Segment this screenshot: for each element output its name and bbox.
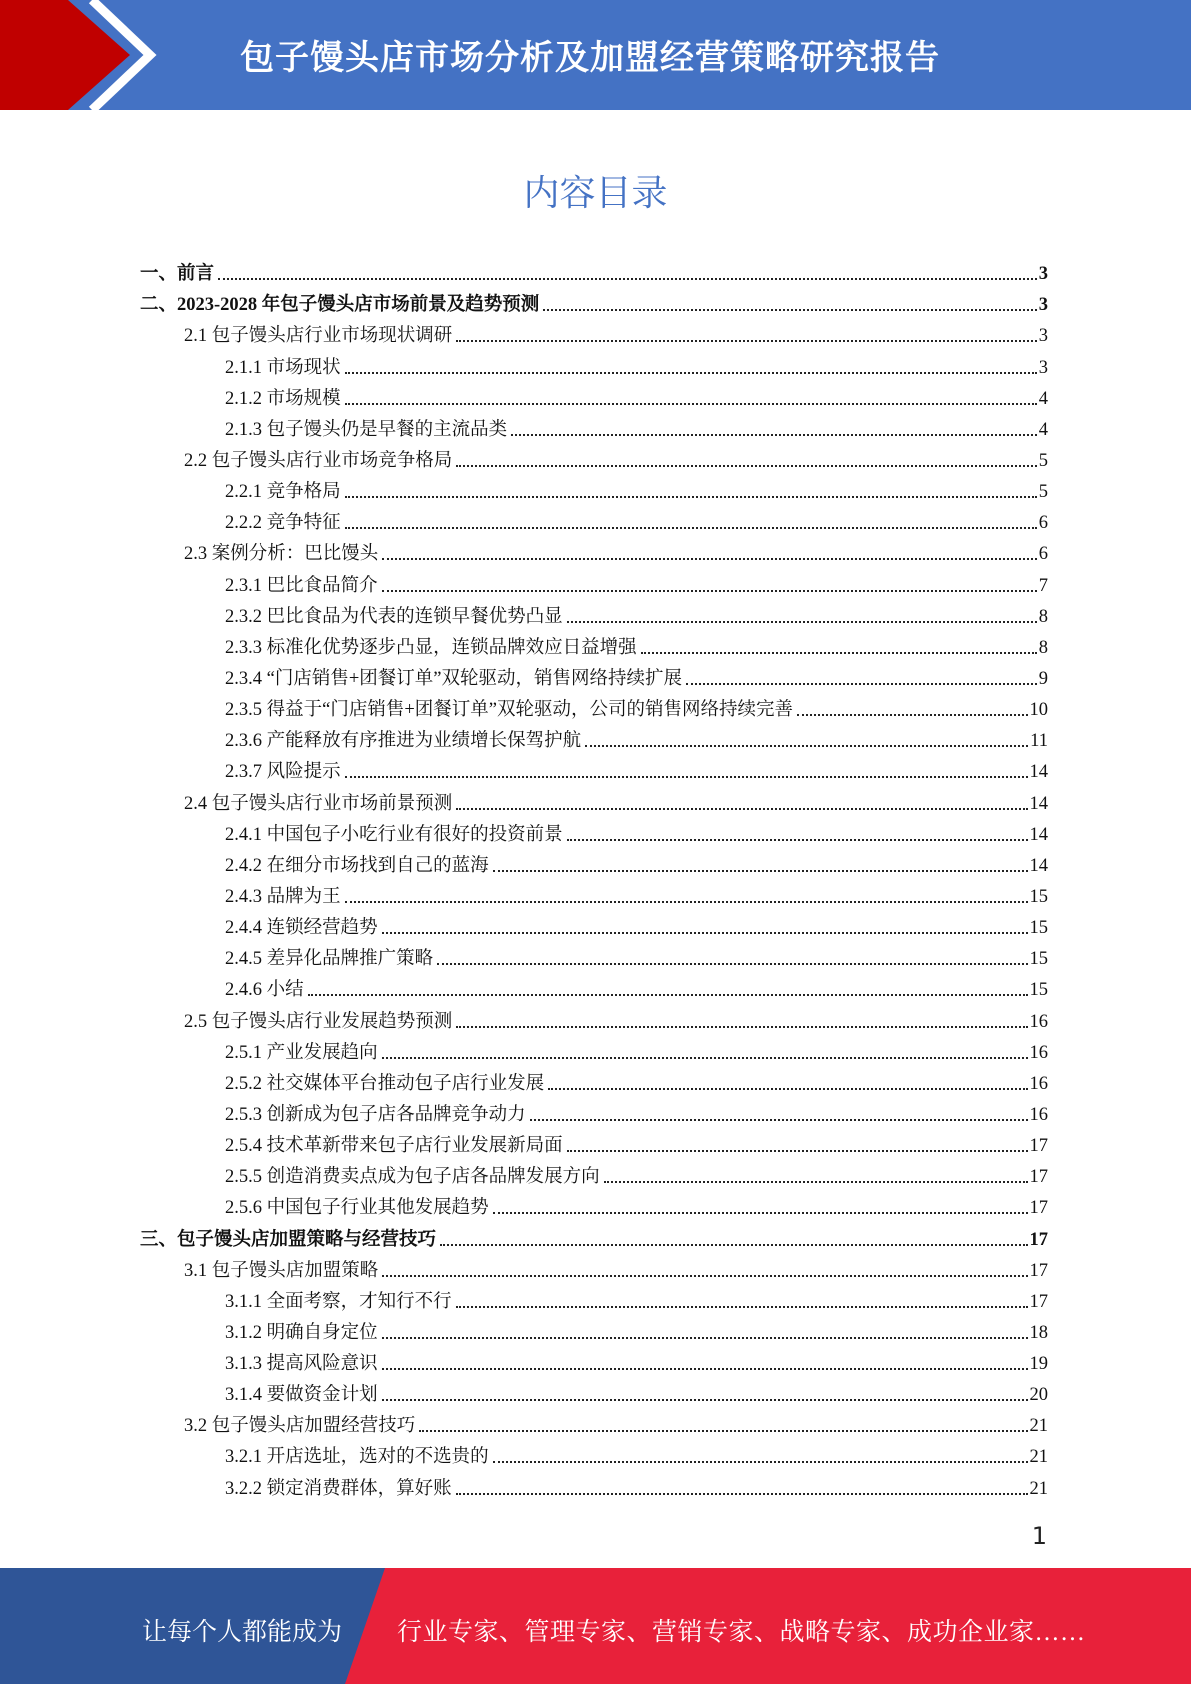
toc-entry-title: 2.4.1 中国包子小吃行业有很好的投资前景 xyxy=(225,824,563,845)
toc-entry[interactable] xyxy=(140,1126,1048,1157)
toc-entry-page: 14 xyxy=(1029,793,1048,814)
toc-entry-title: 2.5.2 社交媒体平台推动包子店行业发展 xyxy=(225,1073,545,1094)
toc-entry-page: 15 xyxy=(1029,886,1048,907)
toc-entry-title: 2.5.1 产业发展趋向 xyxy=(225,1042,378,1063)
toc-dot-leader xyxy=(585,745,1028,747)
toc-dot-leader xyxy=(456,1026,1027,1028)
toc-entry-page: 6 xyxy=(1038,544,1048,565)
toc-entry[interactable] xyxy=(140,1313,1048,1344)
toc-dot-leader xyxy=(345,496,1037,498)
toc-dot-leader xyxy=(567,839,1028,841)
toc-entry[interactable] xyxy=(140,970,1048,1001)
toc-entry[interactable] xyxy=(140,1344,1048,1375)
toc-entry[interactable] xyxy=(140,379,1048,410)
toc-entry-page: 15 xyxy=(1029,918,1048,939)
toc-entry-page: 16 xyxy=(1029,1073,1048,1094)
toc-entry[interactable] xyxy=(140,877,1048,908)
toc-dot-leader xyxy=(345,403,1037,405)
toc-dot-leader xyxy=(382,1399,1028,1401)
toc-entry-page: 9 xyxy=(1038,668,1048,689)
toc-entry-title: 3.1 包子馒头店加盟策略 xyxy=(184,1260,379,1281)
toc-entry-page: 17 xyxy=(1029,1291,1048,1312)
toc-entry-page: 14 xyxy=(1029,824,1048,845)
toc-dot-leader xyxy=(530,1119,1028,1121)
toc-entry-page: 17 xyxy=(1029,1136,1048,1157)
toc-entry-title: 2.5.5 创造消费卖点成为包子店各品牌发展方向 xyxy=(225,1167,600,1188)
toc-dot-leader xyxy=(382,1057,1028,1059)
toc-entry-title: 3.2 包子馒头店加盟经营技巧 xyxy=(184,1416,416,1437)
toc-dot-leader xyxy=(382,558,1036,560)
toc-entry-title: 2.1.2 市场规模 xyxy=(225,388,341,409)
toc-entry-title: 2.5.4 技术革新带来包子店行业发展新局面 xyxy=(225,1136,563,1157)
toc-entry[interactable] xyxy=(140,1001,1048,1032)
toc-entry-page: 21 xyxy=(1029,1416,1048,1437)
toc-entry-title: 3.2.1 开店选址，选对的不选贵的 xyxy=(225,1447,489,1468)
toc-entry-page: 21 xyxy=(1029,1447,1048,1468)
toc-entry-title: 3.2.2 锁定消费群体，算好账 xyxy=(225,1478,452,1499)
toc-entry[interactable] xyxy=(140,846,1048,877)
toc-entry[interactable] xyxy=(140,285,1048,316)
report-title: 包子馒头店市场分析及加盟经营策略研究报告 xyxy=(240,38,940,78)
toc-entry[interactable] xyxy=(140,939,1048,970)
toc-entry-title: 2.3.4 “门店销售+团餐订单”双轮驱动，销售网络持续扩展 xyxy=(225,668,682,689)
toc-entry[interactable] xyxy=(140,1406,1048,1437)
toc-entry-page: 3 xyxy=(1038,295,1048,316)
toc-entry[interactable] xyxy=(140,503,1048,534)
toc-dot-leader xyxy=(493,1461,1028,1463)
toc-dot-leader xyxy=(456,340,1036,342)
toc-entry[interactable] xyxy=(140,472,1048,503)
toc-entry-page: 11 xyxy=(1030,731,1048,752)
page-number: 1 xyxy=(1031,1522,1047,1550)
toc-entry-title: 2.1.1 市场现状 xyxy=(225,357,341,378)
toc-entry[interactable] xyxy=(140,815,1048,846)
page-footer xyxy=(0,1568,1191,1684)
toc-entry-page: 17 xyxy=(1029,1229,1048,1250)
toc-dot-leader xyxy=(345,372,1037,374)
toc-entry-page: 3 xyxy=(1038,357,1048,378)
toc-entry-page: 15 xyxy=(1029,949,1048,970)
toc-dot-leader xyxy=(493,1212,1028,1214)
toc-dot-leader xyxy=(419,1430,1027,1432)
toc-entry-page: 17 xyxy=(1029,1167,1048,1188)
toc-dot-leader xyxy=(493,870,1028,872)
toc-dot-leader xyxy=(345,901,1028,903)
toc-entry-page: 4 xyxy=(1038,419,1048,440)
toc-entry-title: 2.3.3 标准化优势逐步凸显，连锁品牌效应日益增强 xyxy=(225,637,637,658)
toc-dot-leader xyxy=(382,1368,1028,1370)
footer-slogan-left: 让每个人都能成为 xyxy=(142,1619,343,1646)
toc-entry[interactable] xyxy=(140,534,1048,565)
toc-entry[interactable] xyxy=(140,1157,1048,1188)
toc-entry-page: 21 xyxy=(1029,1478,1048,1499)
toc-dot-leader xyxy=(345,776,1028,778)
toc-dot-leader xyxy=(567,1150,1028,1152)
toc-entry-page: 5 xyxy=(1038,482,1048,503)
toc-entry[interactable] xyxy=(140,1033,1048,1064)
toc-entry[interactable] xyxy=(140,752,1048,783)
toc-entry-page: 8 xyxy=(1038,637,1048,658)
toc-entry-page: 3 xyxy=(1038,264,1048,285)
toc-entry[interactable] xyxy=(140,441,1048,472)
toc-entry-title: 一、前言 xyxy=(140,264,215,285)
toc-entry-page: 20 xyxy=(1029,1385,1048,1406)
toc-entry[interactable] xyxy=(140,347,1048,378)
toc-dot-leader xyxy=(382,1337,1028,1339)
toc-entry[interactable] xyxy=(140,316,1048,347)
toc-entry-page: 4 xyxy=(1038,388,1048,409)
toc-entry-title: 2.3.6 产能释放有序推进为业绩增长保驾护航 xyxy=(225,731,582,752)
toc-entry-title: 2.2 包子馒头店行业市场竞争格局 xyxy=(184,450,453,471)
toc-entry[interactable] xyxy=(140,410,1048,441)
toc-entry[interactable] xyxy=(140,1188,1048,1219)
toc-entry-page: 5 xyxy=(1038,450,1048,471)
toc-entry-title: 二、2023-2028 年包子馒头店市场前景及趋势预测 xyxy=(140,295,540,316)
toc-entry-title: 3.1.3 提高风险意识 xyxy=(225,1354,378,1375)
toc-entry-page: 16 xyxy=(1029,1042,1048,1063)
toc-entry-page: 19 xyxy=(1029,1354,1048,1375)
footer-slogan-right: 行业专家、管理专家、营销专家、战略专家、成功企业家…… xyxy=(397,1619,1086,1646)
toc-entry-title: 2.5.6 中国包子行业其他发展趋势 xyxy=(225,1198,489,1219)
toc-entry[interactable] xyxy=(140,1219,1048,1250)
toc-dot-leader xyxy=(218,278,1037,280)
toc-entry[interactable] xyxy=(140,783,1048,814)
toc-entry-title: 2.2.1 竞争格局 xyxy=(225,482,341,503)
toc-entry-page: 16 xyxy=(1029,1011,1048,1032)
toc-entry-page: 8 xyxy=(1038,606,1048,627)
toc-heading: 内容目录 xyxy=(523,173,668,214)
toc-entry-page: 10 xyxy=(1029,700,1048,721)
toc-entry-title: 3.1.4 要做资金计划 xyxy=(225,1385,378,1406)
toc-dot-leader xyxy=(548,1088,1027,1090)
toc-entry-title: 2.3.2 巴比食品为代表的连锁早餐优势凸显 xyxy=(225,606,563,627)
toc-entry-title: 三、包子馒头店加盟策略与经营技巧 xyxy=(140,1229,437,1250)
toc-entry-title: 2.4.3 品牌为王 xyxy=(225,886,341,907)
toc-entry-page: 17 xyxy=(1029,1260,1048,1281)
toc-entry[interactable] xyxy=(140,1064,1048,1095)
toc-entry-title: 2.4.4 连锁经营趋势 xyxy=(225,918,378,939)
toc-entry-page: 7 xyxy=(1038,575,1048,596)
toc-entry[interactable] xyxy=(140,908,1048,939)
toc-dot-leader xyxy=(604,1181,1028,1183)
toc-entry-page: 15 xyxy=(1029,980,1048,1001)
toc-entry[interactable] xyxy=(140,1095,1048,1126)
toc-dot-leader xyxy=(686,683,1037,685)
toc-entry-title: 2.4.5 差异化品牌推广策略 xyxy=(225,949,434,970)
toc-entry[interactable] xyxy=(140,1375,1048,1406)
toc-entry[interactable] xyxy=(140,721,1048,752)
toc-entry-title: 2.3.5 得益于“门店销售+团餐订单”双轮驱动，公司的销售网络持续完善 xyxy=(225,700,793,721)
toc-dot-leader xyxy=(456,1306,1028,1308)
toc-entry[interactable] xyxy=(140,690,1048,721)
toc-entry-title: 2.5 包子馒头店行业发展趋势预测 xyxy=(184,1011,453,1032)
toc-dot-leader xyxy=(567,621,1037,623)
toc-dot-leader xyxy=(511,434,1037,436)
toc-entry-title: 2.1 包子馒头店行业市场现状调研 xyxy=(184,326,453,347)
toc-entry-page: 3 xyxy=(1038,326,1048,347)
toc-entry-title: 2.5.3 创新成为包子店各品牌竞争动力 xyxy=(225,1104,526,1125)
toc-dot-leader xyxy=(456,1493,1028,1495)
toc-entry-title: 2.4 包子馒头店行业市场前景预测 xyxy=(184,793,453,814)
toc-dot-leader xyxy=(543,309,1036,311)
toc-entry-title: 2.4.2 在细分市场找到自己的蓝海 xyxy=(225,855,489,876)
toc-entry-title: 2.1.3 包子馒头仍是早餐的主流品类 xyxy=(225,419,508,440)
toc-entry-title: 2.4.6 小结 xyxy=(225,980,304,1001)
toc-entry-title: 2.2.2 竞争特征 xyxy=(225,513,341,534)
toc-entry[interactable] xyxy=(140,628,1048,659)
toc-dot-leader xyxy=(382,1275,1027,1277)
toc-entry[interactable] xyxy=(140,1468,1048,1499)
toc-entry-page: 16 xyxy=(1029,1104,1048,1125)
toc-dot-leader xyxy=(437,963,1027,965)
toc-entry-page: 6 xyxy=(1038,513,1048,534)
table-of-contents xyxy=(140,254,1048,1500)
toc-dot-leader xyxy=(382,932,1028,934)
toc-entry[interactable] xyxy=(140,1437,1048,1468)
toc-entry[interactable] xyxy=(140,659,1048,690)
toc-dot-leader xyxy=(345,527,1037,529)
toc-entry-title: 2.3.1 巴比食品简介 xyxy=(225,575,378,596)
page-header xyxy=(0,0,1191,110)
toc-entry[interactable] xyxy=(140,1251,1048,1282)
toc-dot-leader xyxy=(308,994,1028,996)
toc-entry[interactable] xyxy=(140,565,1048,596)
toc-entry-page: 14 xyxy=(1029,855,1048,876)
toc-entry-page: 18 xyxy=(1029,1322,1048,1343)
toc-entry[interactable] xyxy=(140,1282,1048,1313)
toc-entry-page: 14 xyxy=(1029,762,1048,783)
toc-entry-page: 17 xyxy=(1029,1198,1048,1219)
toc-dot-leader xyxy=(382,590,1037,592)
toc-dot-leader xyxy=(456,808,1027,810)
toc-dot-leader xyxy=(456,465,1036,467)
toc-entry-title: 3.1.2 明确自身定位 xyxy=(225,1322,378,1343)
toc-dot-leader xyxy=(641,652,1037,654)
toc-entry-title: 3.1.1 全面考察，才知行不行 xyxy=(225,1291,452,1312)
toc-entry-title: 2.3 案例分析：巴比馒头 xyxy=(184,544,379,565)
toc-entry-title: 2.3.7 风险提示 xyxy=(225,762,341,783)
toc-dot-leader xyxy=(797,714,1028,716)
toc-dot-leader xyxy=(440,1244,1027,1246)
toc-entry[interactable] xyxy=(140,597,1048,628)
toc-entry[interactable] xyxy=(140,254,1048,285)
